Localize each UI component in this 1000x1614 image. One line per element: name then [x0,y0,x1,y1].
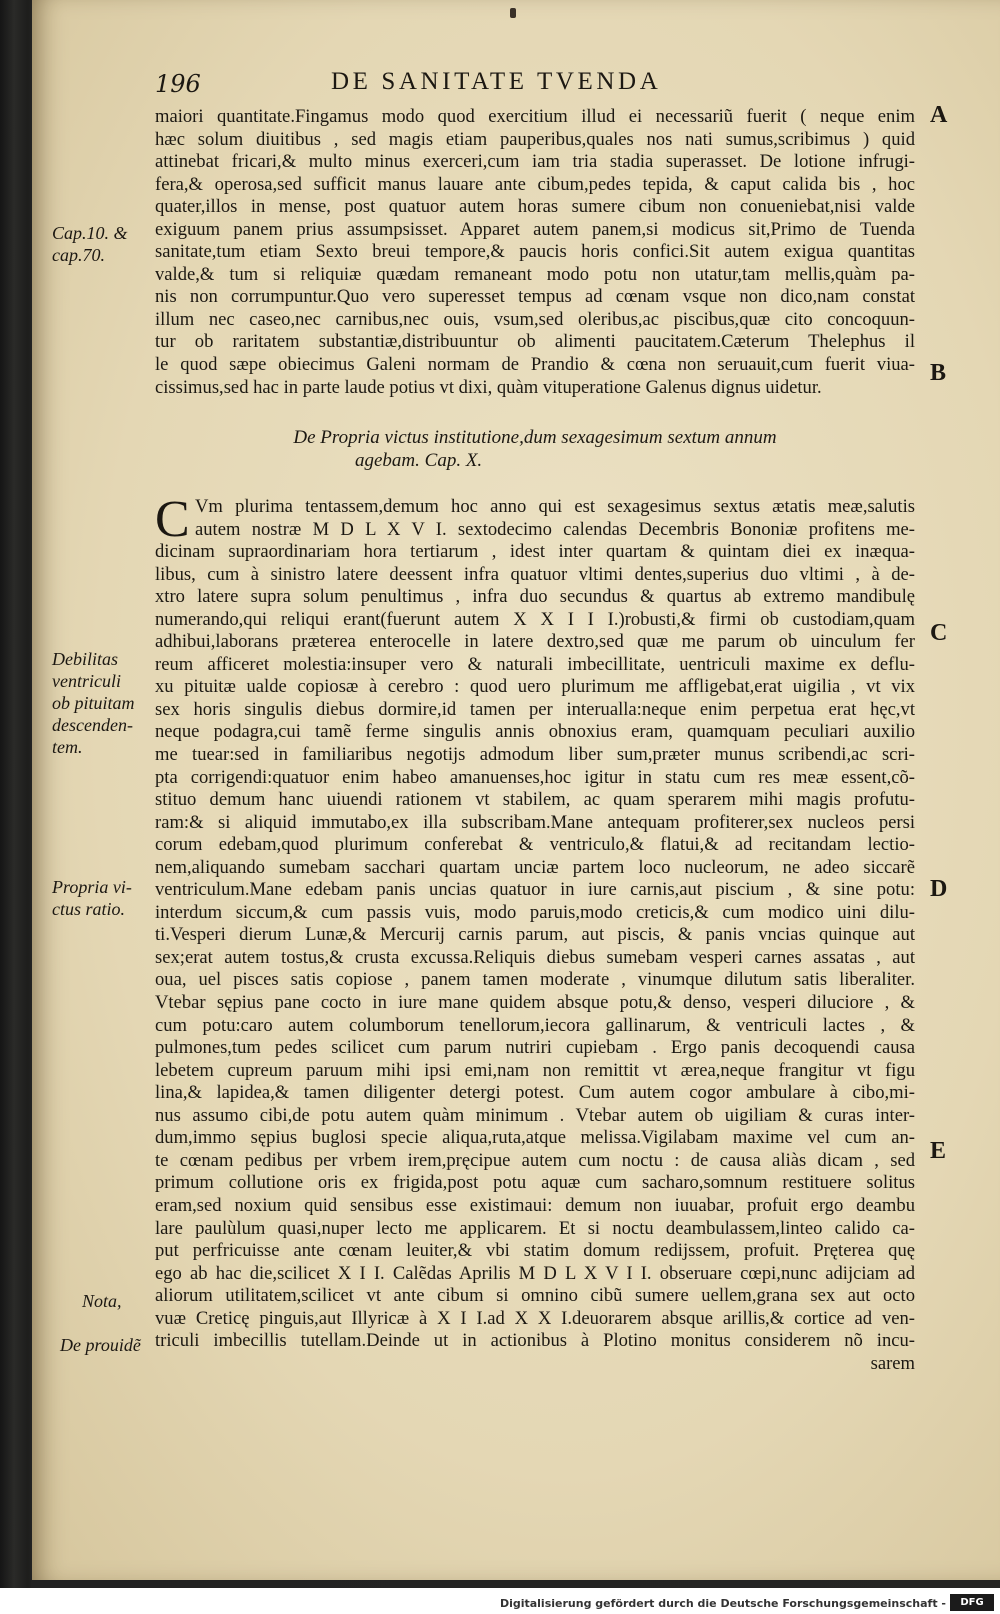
text-line: ti.Vesperi dierum Lunæ,& Mercurij carnis parum, aut piscis, & panis vncias quinque aut [155,924,915,946]
text-line: aliorum utilitatem,scilicet vt ante cibum si omnino cibũ sumere uellem,grana sex aut octo [155,1285,915,1307]
drop-cap: C [155,491,190,548]
section-letter-b: B [930,360,947,386]
margin-note-propria [52,876,152,920]
text-line: attinebat fricari,& multo minus exerceri,cum iam tria stadia superasset. De lotione infrugi- [155,151,915,173]
text-line: fera,& operosa,sed sufficit manus lauare ante cibum,pedes tepida, & caput calida bis , hoc [155,173,915,195]
text-line: adhibui,laborans præterea enterocelle in latere dextro,sed quæ me parum ob uinculum fer [155,631,915,653]
dfg-logo: DFG [950,1594,994,1611]
section-letter-c: C [930,620,948,646]
text-line: cissimus,sed hac in parte laude potius vt dixi, quàm vituperatione Galenus dignus uidetur. [155,376,822,398]
margin-note-nota [82,1290,182,1312]
text-line: maiori quantitate.Fingamus modo quod exercitium illud ei necessariũ fuerit ( neque enim [155,106,915,127]
text-line: pta corrigendi:quatuor enim habeo amanuenses,hoc igitur in statu cum res meæ essent,cõ- [155,766,915,788]
section-letter-a: A [930,102,948,128]
page-number: 196 [155,70,201,98]
digitization-footer [0,1594,1000,1614]
text-line: sex;erat autem tostus,& crusta excussa.Reliquis diebus sumebam vesperi carnes assatas , aut [155,946,915,968]
text-line: reum afficeret molestia:insuper vero & naturali imbecillitate, uentriculi maxime ex deflu- [155,653,915,675]
chapter-title [155,426,915,472]
text-line: nem,aliquando sumebam sacchari quartam unciæ partem loco nucleorum, ne adeo siccarẽ [155,856,915,878]
ink-mark [510,8,516,18]
text-line: illum nec caseo,nec carnibus,nec ouis, vsum,sed oleribus,ac piscibus,quæ cito concoquun- [155,308,915,330]
text-line: ventriculum.Mane edebam panis uncias quatuor in iure carnis,aut piscium , & sine potu: [155,879,915,901]
text-line: numerando,qui reliqui erant(fuerunt autem X X I I I.)robusti,& firmi ob custodiam,quam [155,608,915,630]
text-line: primum collutione oris ex frigida,post potu aquæ cum sacharo,somnum restituere solitus [155,1172,915,1194]
margin-note-line: ventriculi [52,671,121,691]
text-line: ego ab hac die,scilicet X I I. Calẽdas Aprilis M D L X V I I. obseruare cœpi,nunc adijciam ad [155,1262,915,1284]
text-line: xu pituitæ ualde copiosæ à cerebro : quod uero plurimum me affligebat,erat uigilia , vt vix [155,676,915,698]
text-line: le quod sæpe obiecimus Galeni normam de Prandio & cœna non seruauit,cum fuerit viua- [155,354,915,376]
text-line: nus assumo cibi,de potu autem quàm minimum . Vtebar autem ob uigiliam & curas inter- [155,1104,915,1126]
text-line: ram:& si aliquid immutabo,ex illa subscribam.Mane antequam profiterer,sex nucleos persi [155,811,915,833]
text-line: libus, cum à sinistro latere deessent infra quatuor vltimi dentes,superius duo vltimi , à de- [155,563,915,585]
section-letter-d: D [930,876,948,902]
margin-note-line: ob pituitam [52,693,135,713]
paragraph-1 [155,106,915,399]
text-line: valde,& tum si reliquiæ quædam remaneant modo potu non utatur,tam mellis,quàm pa- [155,263,915,285]
text-line: stituo demum hanc uiuendi rationem vt stabilem, ac quam sperarem mihi magis profutu- [155,789,915,811]
margin-note-line: Propria vi- [52,877,132,897]
footer-credit: Digitalisierung gefördert durch die Deutsche Forschungsgemeinschaft - [499,1597,946,1610]
text-line: pulmones,tum pedes scilicet cum parum nutriri cupiebam . Ergo panis decoquendi causa [155,1037,915,1059]
margin-note-line: descenden- [52,715,133,735]
text-line: Vm plurima tentassem,demum hoc anno qui est sexagesimus sextus ætatis meæ,salutis [195,496,915,517]
text-line: me tuear:sed in familiaribus negotijs admodum liber sum,præter munus scribendi,ac scri- [155,744,915,766]
chapter-title-line: agebam. Cap. X. [355,450,483,471]
margin-note-line: tem. [52,737,83,757]
text-line: sanitate,tum etiam Sexto breui tempore,& paucis horis confici.Sit autem exigua quantitas [155,241,915,263]
paragraph-2 [155,491,915,1375]
text-line: eram,sed noxium quid sensibus esse existimaui: demum non iuuabar, profuit ergo deambu [155,1194,915,1216]
text-line: oua, uel pisces satis copiose , panem tamen moderate , vinumque dilutum satis liberaliter. [155,969,915,991]
section-letter-e: E [930,1138,947,1164]
text-line: dicinam supraordinariam hora tertiarum , idest inter quartam & quintam diei ex inæqua- [155,541,915,563]
text-line: corum edebam,quod plurimum conferebat & ventriculo,& flatui,& ad recitandam lectio- [155,834,915,856]
text-line: hæc solum diuitibus , sed magis etiam pauperibus,quales nos nati sumus,scribimus ) quid [155,128,915,150]
text-line: sex horis singulis diebus dormire,id tamen per interualla:neque enim perpetua erat hęc,vt [155,698,915,720]
text-line: vuæ Creticę pinguis,aut Illyricæ à X I I.ad X X I.deuorarem absque arillis,& cortice ad ven- [155,1307,915,1329]
text-line: tur ob raritatem substantiæ,distribuuntur ob alimenti paucitatem.Cæterum Thelephus il [155,331,915,353]
text-line: exiguum panem prius assumpsisset. Apparet autem panem,si modicus sit,Primo de Tuenda [155,218,915,240]
page-header [155,68,915,102]
text-line: neque podagra,cui tamẽ ferme singulis annis obnoxius eram, quamquam peculiari auxilio [155,721,915,743]
text-line: Vtebar sępius pane cocto in iure mane quidem absque potu,& denso, vesperi diluciore , & [155,992,915,1014]
text-line: lina,& lapidea,& tamen diligenter detergi potest. Cum autem cogor ambulare à cibo,mi- [155,1082,915,1104]
catchword: sarem [870,1352,915,1374]
margin-note-line: De prouidẽ [60,1335,141,1355]
margin-note-line: Cap.10. & [52,223,128,243]
margin-note-debilitas [52,648,152,758]
text-line: te cœnam pedibus per vrbem irem,pręcipue autem cum noctu : de causa aliàs dicam , sed [155,1149,915,1171]
margin-note-line: cap.70. [52,245,105,265]
margin-note-line: Debilitas [52,649,118,669]
text-line: dum,immo sępius buglosi specie aliqua,ruta,atque melissa.Vigilabam maxime vel cum an- [155,1127,915,1149]
text-line: quater,illos in mense, post quatuor autem horas sumere cibum non conueniebat,nisi valde [155,196,915,218]
text-line: autem nostræ M D L X V I. sextodecimo calendas Decembris Bononiæ profitens me- [195,518,915,540]
margin-note-reference [52,222,152,266]
margin-note-line: ctus ratio. [52,899,126,919]
text-line: triculi imbecillis tutellam.Deinde ut in actionibus à Plotino monitus considerem nõ incu- [155,1330,915,1352]
chapter-title-line: De Propria victus institutione,dum sexagesimum sextum annum [293,427,777,448]
text-line: put perfricuisse ante cœnam leuiter,& vbi statim domum redijssem, profuit. Pręterea quę [155,1240,915,1262]
text-line: cum potu:caro autem columborum tenellorum,iecora gallinarum, & ventriculi lactes , & [155,1014,915,1036]
text-line: interdum siccum,& cum passis vuis, modo paruis,modo creticis,& cum modico uini dilu- [155,901,915,923]
text-line: xtro latere supra solum penultimus , infra duo secundus & quartus ab extremo mandibulę [155,586,915,608]
margin-note-line: Nota, [82,1291,122,1311]
text-line: lebetem cupreum paruum mihi ipsi emi,nam non remittit vt ærea,neque frangitur vt figu [155,1059,915,1081]
text-line: nis non corrumpuntur.Quo vero superesset tempus ad cœnam vsque non dico,nam constat [155,286,915,308]
text-line: lare paulùlum quasi,nuper lecto me applicarem. Et si noctu deambulassem,linteo calido ca- [155,1217,915,1239]
margin-note-prouide [60,1334,160,1356]
running-title: DE SANITATE TVENDA [331,68,662,95]
